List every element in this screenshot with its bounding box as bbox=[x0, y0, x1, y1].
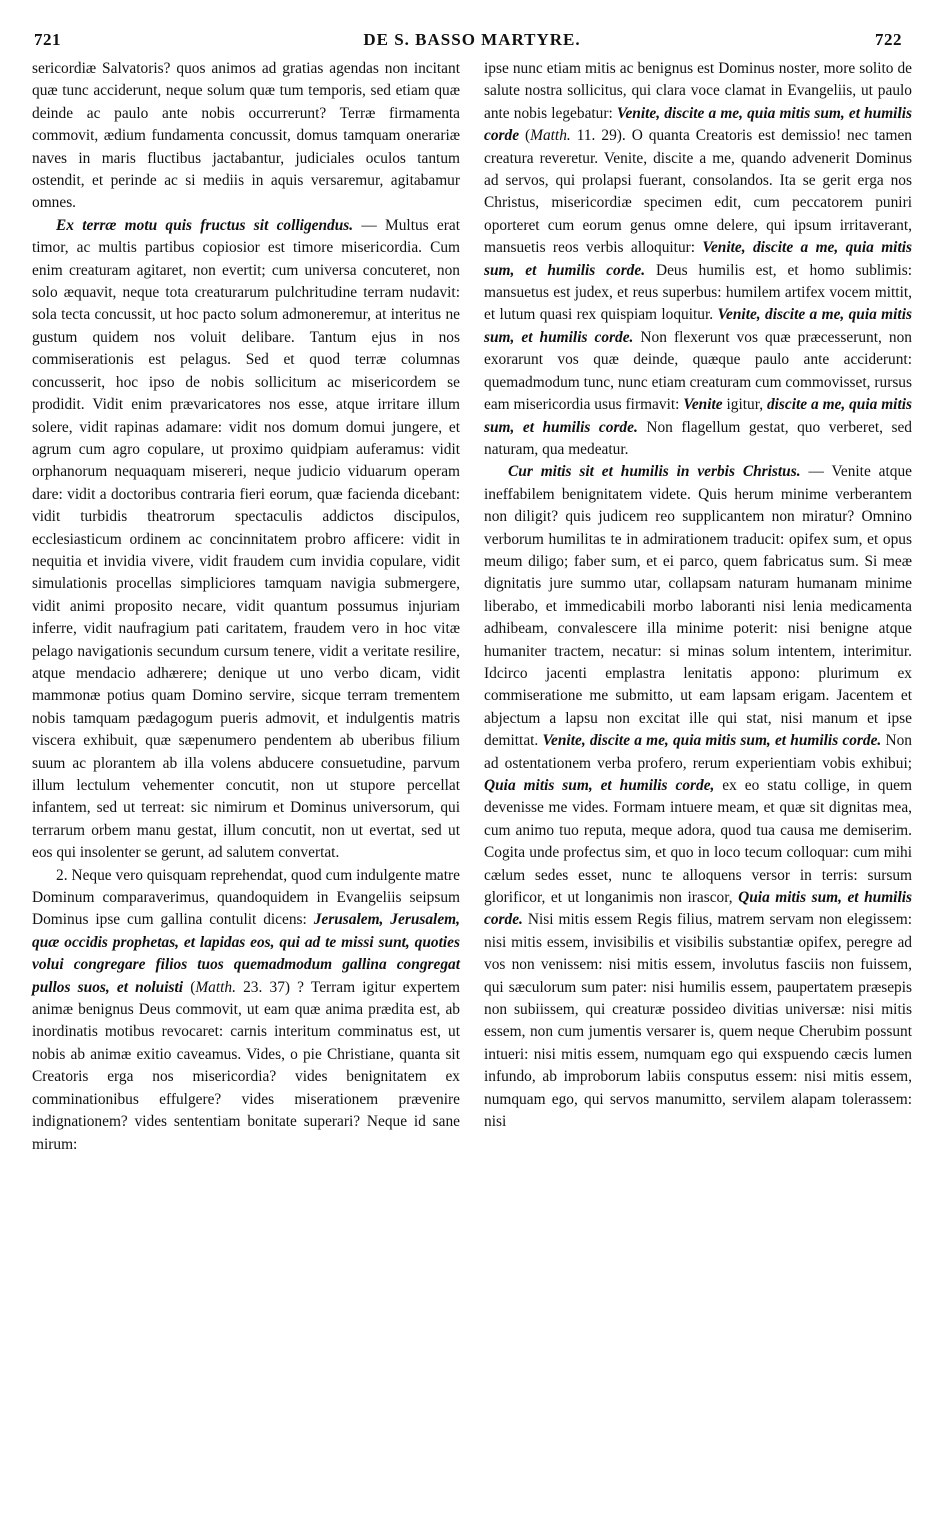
text-run: igitur, bbox=[722, 396, 767, 414]
scripture-quote: Venite, discite a me, quia mitis sum, et humilis corde. bbox=[484, 239, 912, 279]
text-run: sericordiæ Salvatoris? quos animos ad gratias agendas non incitant quæ tunc acciderunt, neque solum quæ tum temporis, sed etiam quæ deinde ac paulo ante nobis occurrerunt? Terræ firmamenta commovit, ædium fundamenta concussit, domus tamquam onerariæ naves in maris fluctibus jactabantur, judiciales oculos tantum ostendit, et perinde ac si mediis in aquis versaremur, agitabamur omnes. bbox=[32, 60, 460, 212]
scripture-quote: Venite bbox=[683, 396, 723, 414]
text-run: — Multus erat timor, ac multis partibus copiosior est timore misericordia. Cum enim creaturam agitaret, non evertit; cum universa concuteret, non solo æquavit, neque tota creaturarum pulchritudine terram nudavit: sola tecta concussit, ut hoc pacto solum admoneremur, at interitus ne gustum quidem nos voluit delibare. Tantum ejus in nos commiserationis est pelagus. Sed et quod terræ columnas concusserit, hoc ipso de nobis sollicitum ac misericordem se prodidit. Vidit enim prævaricatores nos esse, atque irritare illum solere, vidit rapinas adamare: vidit nos domum domui jungere, et agrum cum agro copulare, ut proximo quidpiam auferamus: vidit orphanorum nequaquam misereri, neque judicio viduarum operam dare: vidit a doctoribus contraria fieri eorum, quæ facienda dicebant: vidit turbidis theatrorum spectaculis addictos discipulos, ecclesiasticum ordinem ac concinnitatem probro afficere: vidit in nequitia et invidia vivere, vidit fraudem cum invidia copulare, vidit simulationis procellas simpliciores tamquam navigia submergere, vidit animi proposito necare, vidit quantum possumus injuriam inferre, vidit naufragium pati caritatem, fraudem vero in hoc vitæ pelago navigationis secundum cursum tenere, vidit a veritate resilire, atque mendacio adhærere; denique ut uno verbo dicam, vidit mammonæ potius quam Domino servire, sicque terram trementem nobis tamquam pædagogum pueris admovit, et indulgentis matris viscera exhibuit, quæ sæpenumero pendentem ab uberibus filium suum ac plorantem ab illa volens abducere consuetudine, parvum illum lectulum vehementer concutit, non ut stupore percellat infantem, sed ut terreat: sic nimirum et Dominus universorum, qui terrarum orbem manu gestat, illum concutit, non ut evertat, sed ut eos qui insolenter se gerunt, ad salutem convertat. bbox=[32, 216, 460, 862]
scripture-quote: Venite, discite a me, quia mitis sum, et humilis corde bbox=[484, 104, 913, 145]
text-run: ( bbox=[519, 127, 531, 145]
text-run: Terram igitur expertem animæ benignus Deus commovit, ut eam quæ anima prædita est, ab inordinatis motibus revocaret: carnis interitum comminatus est, ut nobis ab animæ exitio caveamus. Vides, o pie Christiane, quanta sit Creatoris erga nos misericordia? vides benignitatem ex comminationibus effulgere? vides miserationem prævenire indignationem? vides sententiam bonitate superari? Neque id sane mirum: bbox=[32, 978, 460, 1153]
scripture-quote: discite a me, quia mitis sum, et humilis corde. bbox=[484, 396, 912, 436]
text-run: Nisi mitis essem Regis filius, matrem servam non elegissem: nisi mitis essem, invisibilis et visibilis substantiæ opifex, peregre ad vos non venissem: nisi mitis essem, involutus fasciis non fuissem, qui sæculorum sum pater: nisi humilis essem, paupertatem præsepis non subiissem, qui creaturæ possideo divitias universæ: nisi mitis essem, non cum jumentis versarer is, quem neque Cherubim possunt intueri: nisi mitis essem, numquam ego qui exspuendo cæcis lumen infundo, ab improborum labiis consputus essem: nisi mitis essem, numquam ego, qui servos manumitto, servilem alapam tolerassem: nisi bbox=[484, 911, 912, 1131]
section-heading: Ex terræ motu quis fructus sit colligendus. bbox=[56, 216, 354, 234]
text-columns bbox=[32, 58, 912, 1156]
text-run: Non ad ostentationem verba profero, rerum experientiam vobis exhibui; bbox=[484, 732, 912, 772]
text-run: O quanta Creatoris est demissio! nec tamen creatura reveretur. Venite, discite a me, quando advenerit Dominus ad servos, qui prolapsi fuerant, consolandos. Ita se gerit erga nos Christus, misericordiæ specimen edit, cum peccatorem puniri oporteret cum eorum genus omne delere, qui ipsum irritaverant, mansuetis reos verbis alloquitur: bbox=[484, 127, 912, 257]
text-run: Deus humilis est, et homo sublimis: mansuetus est judex, et reus superbus: humilem artifex vocem mittit, et lutum quasi rex quispiam loquitur. bbox=[484, 261, 912, 324]
scripture-quote: Jerusalem, Jerusalem, quæ occidis prophetas, et lapidas eos, qui ad te missi sunt, quoties volui congregare filios tuos quemadmodum gallina congregat pullos suos, et noluisti bbox=[32, 911, 460, 996]
paragraph bbox=[484, 58, 912, 461]
running-header bbox=[32, 18, 912, 58]
paragraph bbox=[32, 58, 460, 215]
text-run: ipse nunc etiam mitis ac benignus est Dominus noster, more solito de salute nostra sollicitus, qui clara voce clamat in Evangeliis, ut paulo ante nobis legebatur: bbox=[484, 60, 912, 122]
page-number-left: 721 bbox=[34, 30, 61, 49]
paragraph bbox=[32, 215, 460, 865]
text-run: Non flagellum gestat, quo verberet, sed naturam, qua medeatur. bbox=[484, 418, 912, 458]
paragraph bbox=[484, 461, 912, 1133]
page-number-right: 722 bbox=[875, 30, 902, 49]
citation: Matth. bbox=[195, 978, 236, 996]
text-run: 11. 29). bbox=[570, 127, 632, 145]
scripture-quote: Venite, discite a me, quia mitis sum, et humilis corde. bbox=[484, 306, 912, 346]
text-run: Non flexerunt vos quæ præcesserunt, non exorarunt vos quæ deinde, quæque paulo ante acciderunt: quemadmodum tunc, nunc etiam creaturam cum commovisset, rursus eam misericordia usus firmavit: bbox=[484, 328, 912, 414]
section-heading: Cur mitis sit et humilis in verbis Christus. bbox=[508, 463, 801, 481]
paragraph bbox=[32, 865, 460, 1156]
left-column bbox=[32, 58, 460, 1156]
text-run: — Venite atque ineffabilem benignitatem videte. Quis herum minime verberantem non diligit? quis judicem reo supplicantem non miratur? Omnino verborum humilitas te in admirationem traducit: opifex sum, et opus meum diligo; faber sum, et ei parco, quem fabricatus sum. Si meæ dignitatis jure summo utar, collapsam naturam humanam minime liberabo, et immedicabili morbo laboranti nisi lenia medicamenta adhibeam, convalescere illa minime poterit: nisi benigne atque humaniter tractem, necatur: si minas solum intentem, interimitur. Idcirco jacenti emplastra lenitatis appono: plurimum ex commiseratione me submitto, ut eam lapsam erigam. Jacentem et abjectum a lapsu non excitat ille qui stat, nisi manum et ipse demittat. bbox=[484, 463, 912, 750]
text-run: 23. 37) ? bbox=[235, 978, 311, 996]
running-title: DE S. BASSO MARTYRE. bbox=[363, 30, 581, 49]
right-column bbox=[484, 58, 912, 1156]
scripture-quote: Quia mitis sum, et humilis corde. bbox=[484, 889, 913, 929]
citation: Matth. bbox=[530, 127, 571, 145]
scripture-quote: Venite, discite a me, quia mitis sum, et humilis corde. bbox=[542, 732, 882, 750]
scripture-quote: Quia mitis sum, et humilis corde, bbox=[484, 777, 715, 794]
text-run: ( bbox=[183, 978, 196, 996]
text-run: ex eo statu collige, in quem devenisse me vides. Formam intuere meam, et quæ sit dignitas mea, cum animo tuo reputa, meque adora, quod tua causa me demiserim. Cogita unde profectus sim, et quo in loco tecum colloquar: cum mihi cælum sedes esset, nunc te alloquens versor in terris: sursum glorificor, et ut longanimis non irascor, bbox=[484, 777, 912, 907]
text-run: 2. Neque vero quisquam reprehendat, quod cum indulgente matre Dominum comparaverimus, quandoquidem in Evangeliis seipsum Dominus ipse cum gallina contulit dicens: bbox=[32, 866, 460, 929]
